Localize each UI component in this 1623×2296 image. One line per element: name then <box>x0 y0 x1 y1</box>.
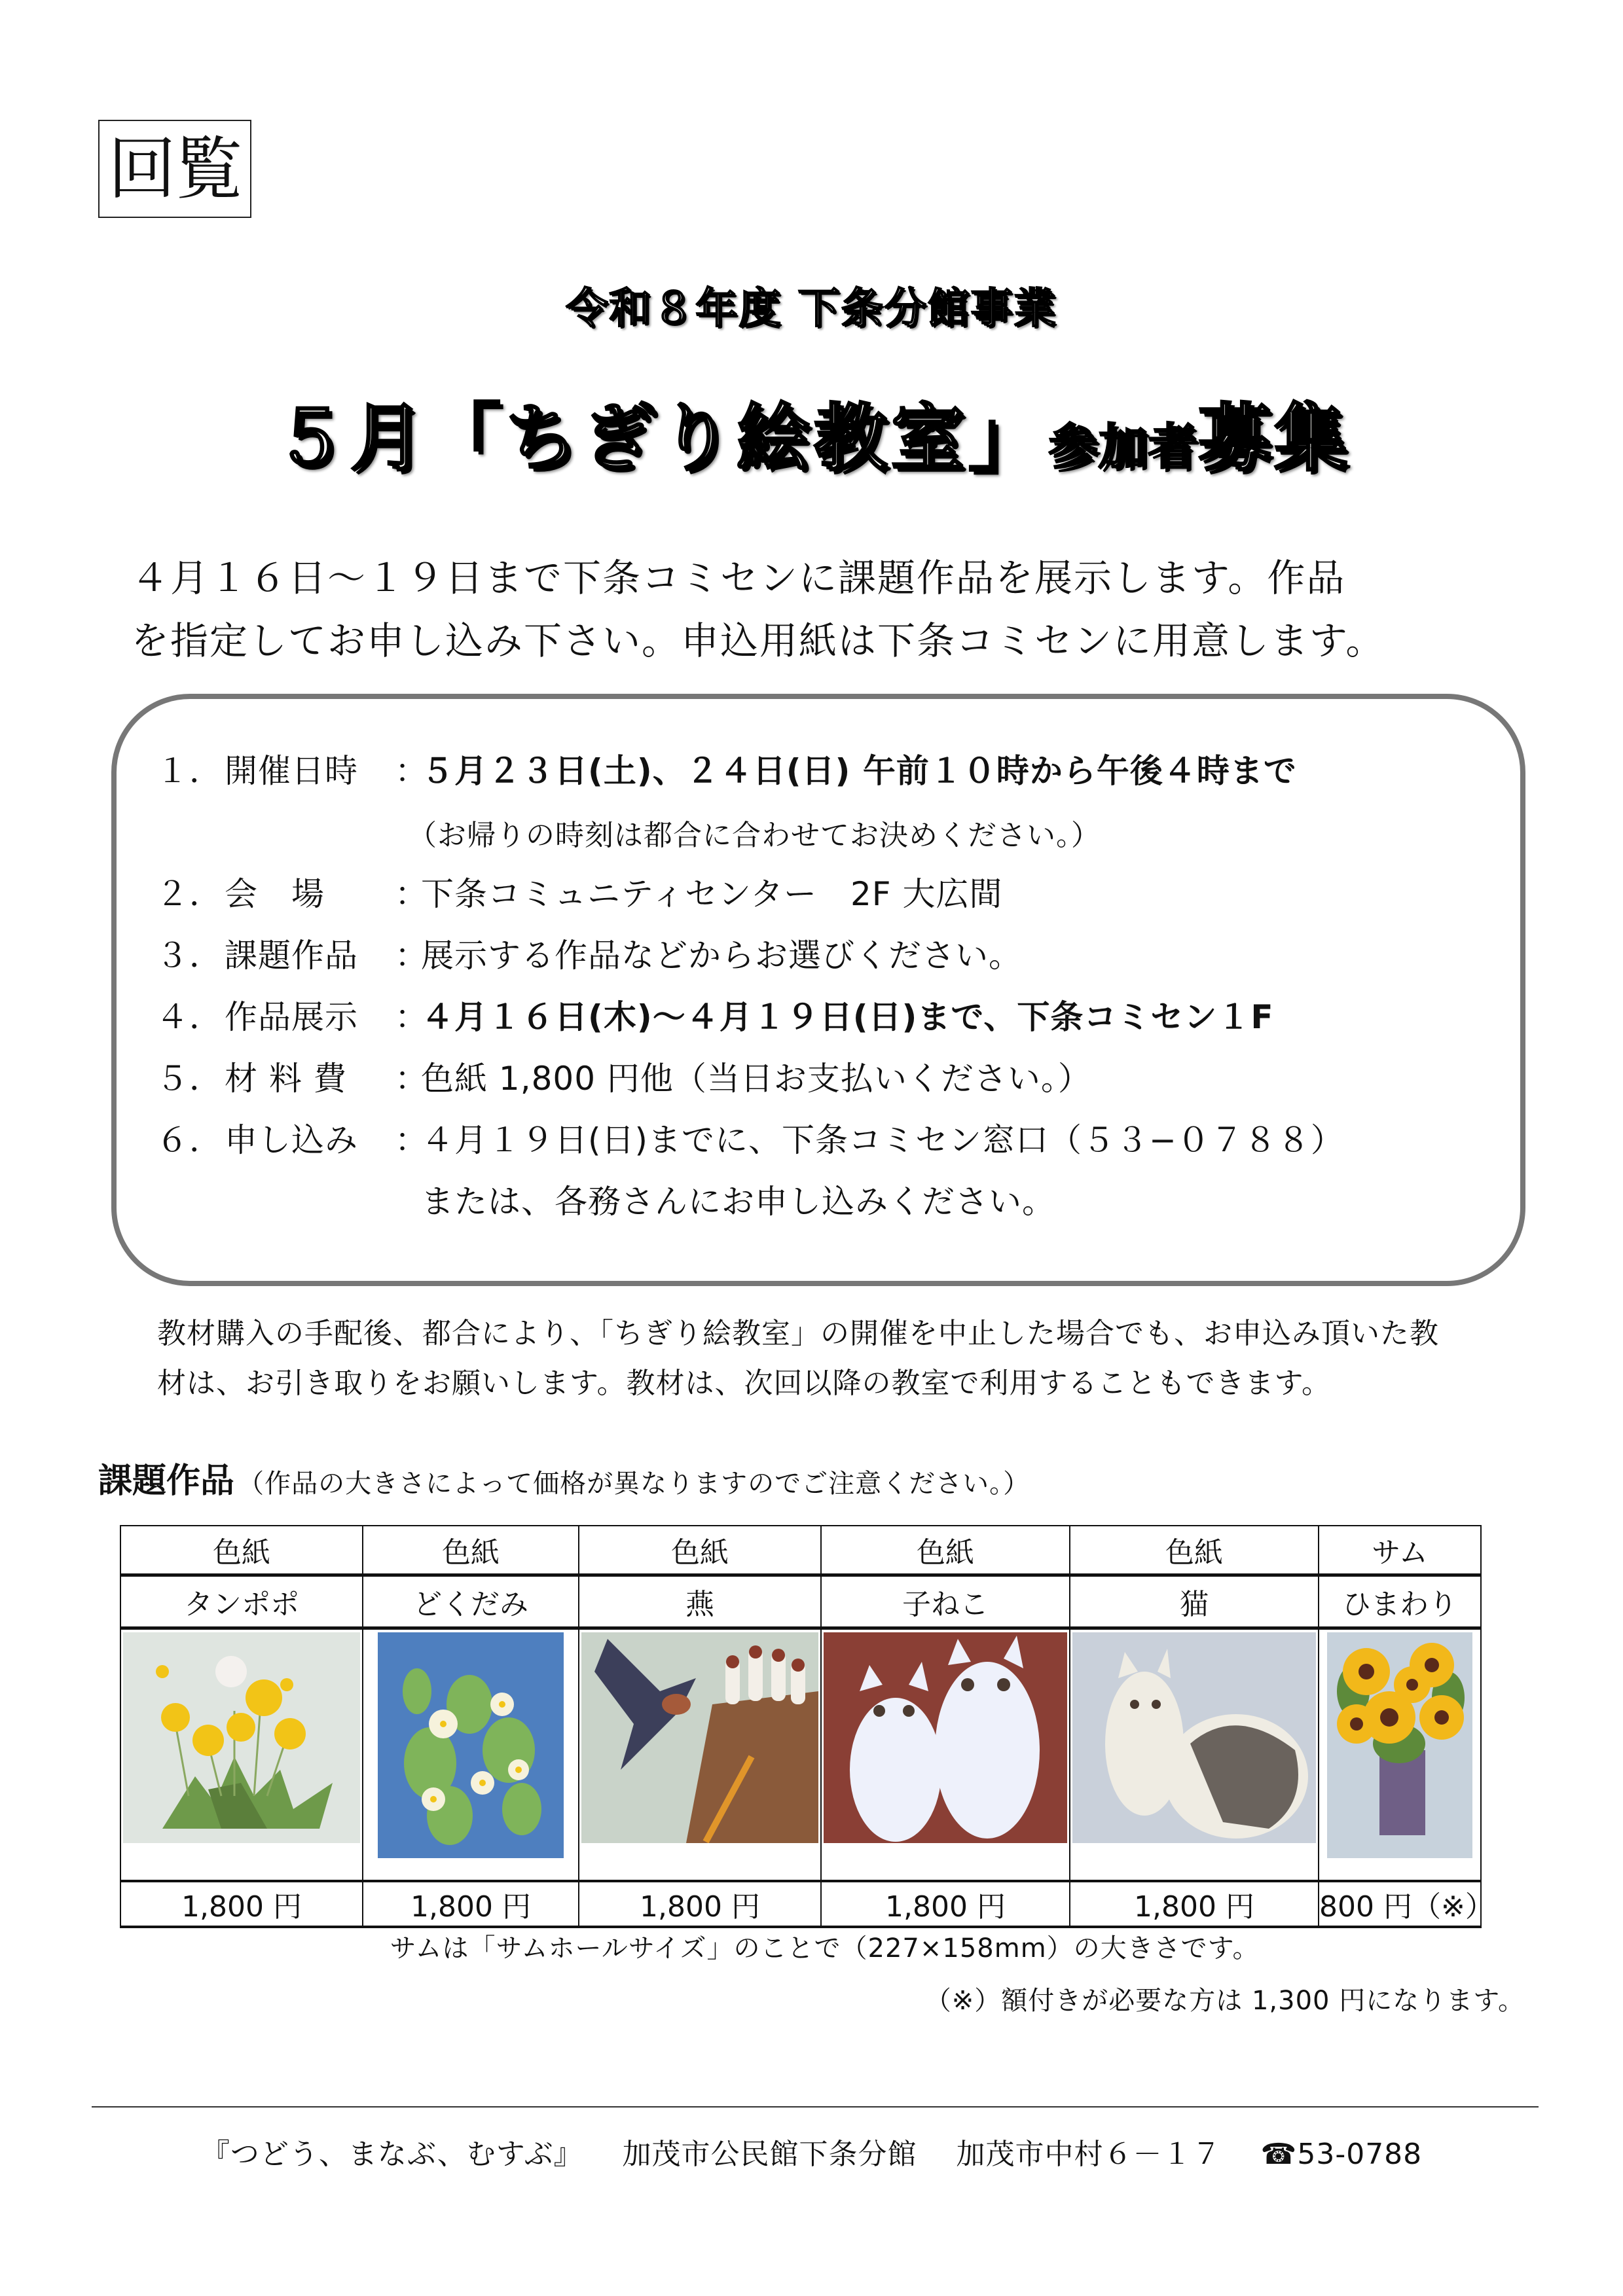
info-item-material-fee: ５．材 料 費 ：色紙 1,800 円他（当日お支払いください。） <box>156 1052 1091 1100</box>
cancellation-notice <box>157 1309 1558 1408</box>
work-price: 800 円（※） <box>1319 1881 1481 1927</box>
info-value: 下条コミュニティセンター 2F 大広間 <box>421 875 1003 913</box>
work-type: 色紙 <box>579 1526 821 1575</box>
subtitle-text: 令和８年度 下条分館事業 <box>566 285 1057 333</box>
info-item-application: ６．申し込み ：４月１９日(日)までに、下条コミセン窓口（５３−０７８８） <box>156 1114 1344 1161</box>
work-price: 1,800 円 <box>579 1881 821 1927</box>
frame-price-note: （※）額付きが必要な方は 1,300 円になります。 <box>924 1986 1525 2016</box>
sunflower-artwork-image <box>1327 1632 1472 1858</box>
kittens-artwork-image <box>824 1632 1067 1843</box>
work-price: 1,800 円 <box>363 1881 579 1927</box>
work-price: 1,800 円 <box>1070 1881 1319 1927</box>
work-type: 色紙 <box>363 1526 579 1575</box>
work-name: 子ねこ <box>821 1575 1070 1628</box>
notice-line-2: 材は、お引き取りをお願いします。教材は、次回以降の教室で利用することもできます。 <box>157 1367 1331 1400</box>
info-label: 開催日時 <box>225 752 358 790</box>
work-name: 燕 <box>579 1575 821 1628</box>
page-subtitle <box>0 275 1623 335</box>
intro-line-1: ４月１６日～１９日まで下条コミセンに課題作品を展示します。作品 <box>131 556 1346 600</box>
info-value: ４月１９日(日)までに、下条コミセン窓口（５３−０７８８） <box>421 1121 1344 1159</box>
circulation-stamp-text: 回覧 <box>107 129 242 209</box>
works-table <box>120 1525 1494 1928</box>
dandelion-artwork-image <box>123 1632 360 1843</box>
phone-icon: ☎ <box>1260 2138 1298 2171</box>
info-label: 材 料 費 <box>225 1060 347 1098</box>
info-label: 作品展示 <box>225 998 358 1036</box>
intro-paragraph <box>131 547 1519 672</box>
work-type: 色紙 <box>821 1526 1070 1575</box>
footer-phone: 53-0788 <box>1297 2138 1423 2171</box>
work-type: 色紙 <box>120 1526 363 1575</box>
works-price-row <box>120 1881 1481 1927</box>
info-value: ５月２３日(土)、２４日(日) 午前１０時から午後４時まで <box>421 752 1297 790</box>
works-heading: 課題作品 <box>98 1462 235 1501</box>
circulation-stamp <box>98 120 251 218</box>
work-price: 1,800 円 <box>821 1881 1070 1927</box>
info-value: 色紙 1,800 円他（当日お支払いください。） <box>421 1060 1091 1098</box>
work-name: 猫 <box>1070 1575 1319 1628</box>
info-item-venue: ２．会 場 ：下条コミュニティセンター 2F 大広間 <box>156 868 1002 915</box>
works-name-row <box>120 1575 1481 1628</box>
notice-line-1: 教材購入の手配後、都合により、「ちぎり絵教室」の開催を中止した場合でも、お申込み頂いた教 <box>157 1317 1439 1350</box>
info-label: 申し込み <box>225 1121 358 1159</box>
works-heading-note: （作品の大きさによって価格が異なりますのでご注意ください。） <box>238 1469 1030 1499</box>
title-small: 参加者 <box>1049 419 1199 475</box>
title-main: ５月「ちぎり絵教室」 <box>272 396 1046 481</box>
works-section-heading <box>98 1453 1030 1502</box>
footer-motto: 『つどう、まなぶ、むすぶ』 <box>200 2138 583 2171</box>
info-label: 課題作品 <box>225 937 358 975</box>
work-type: 色紙 <box>1070 1526 1319 1575</box>
work-name: ひまわり <box>1319 1575 1481 1628</box>
swallow-artwork-image <box>581 1632 818 1843</box>
info-note-application: または、各務さんにお申し込みください。 <box>421 1183 1055 1221</box>
works-image-row <box>120 1628 1481 1882</box>
title-end: 募集 <box>1198 396 1351 481</box>
footer-address: 加茂市中村６－１７ <box>956 2138 1222 2171</box>
footer-divider <box>92 2106 1539 2108</box>
thumbhole-size-note: サムは「サムホールサイズ」のことで（227×158mm）の大きさです。 <box>390 1933 1260 1964</box>
page-title <box>0 380 1623 485</box>
work-price: 1,800 円 <box>120 1881 363 1927</box>
cat-artwork-image <box>1072 1632 1316 1843</box>
info-value: ４月１６日(木)～４月１９日(日)まで、下条コミセン１F <box>421 998 1274 1036</box>
work-name: どくだみ <box>363 1575 579 1628</box>
event-info-box <box>111 694 1525 1286</box>
work-type: サム <box>1319 1526 1481 1575</box>
info-label: 会 場 <box>225 875 325 913</box>
work-name: タンポポ <box>120 1575 363 1628</box>
footer-organization: 加茂市公民館下条分館 <box>622 2138 917 2171</box>
footer <box>0 2130 1623 2172</box>
works-type-row <box>120 1526 1481 1575</box>
info-value: 展示する作品などからお選びください。 <box>421 937 1022 975</box>
info-item-theme: ３．課題作品 ：展示する作品などからお選びください。 <box>156 929 1022 977</box>
dokudami-artwork-image <box>378 1632 564 1858</box>
intro-line-2: を指定してお申し込み下さい。申込用紙は下条コミセンに用意します。 <box>131 619 1385 663</box>
info-note-datetime: （お帰りの時刻は都合に合わせてお決めください。） <box>408 819 1101 852</box>
info-item-exhibition: ４．作品展示 ：４月１６日(木)～４月１９日(日)まで、下条コミセン１F <box>156 991 1274 1038</box>
info-item-datetime: １．開催日時 ：５月２３日(土)、２４日(日) 午前１０時から午後４時まで <box>156 745 1297 792</box>
